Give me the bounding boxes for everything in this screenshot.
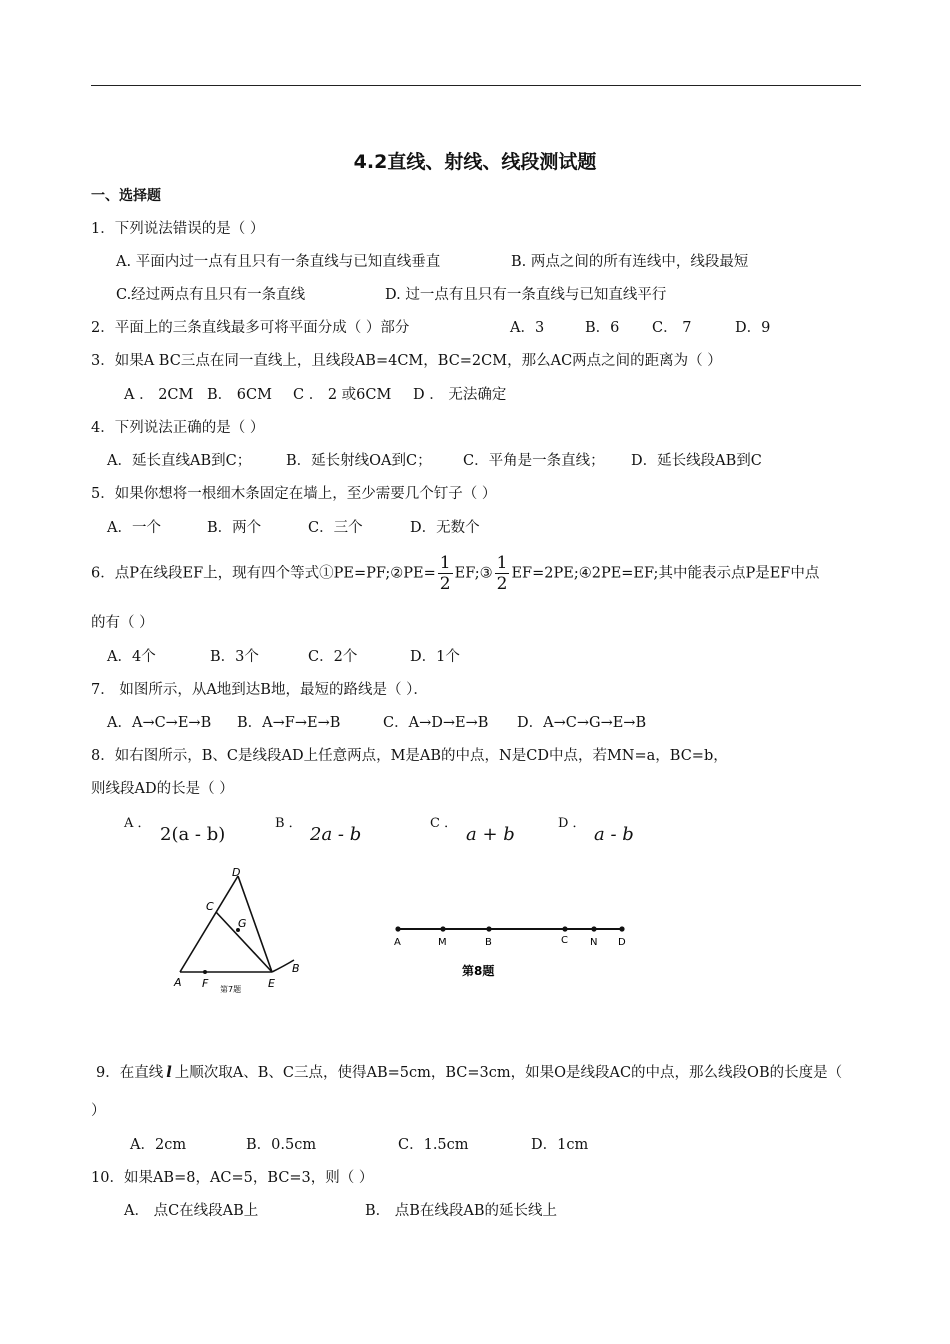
question-10-stem: 10．如果AB=8，AC=5，BC=3，则（ ） bbox=[91, 1170, 374, 1186]
question-9-text-2: 上顺次取A、B、C三点，使得AB=5cm，BC=3cm，如果O是线段AC的中点，那么线段OB的长度是（ bbox=[174, 1065, 843, 1081]
figure-question-8 bbox=[390, 915, 640, 985]
question-2-option-b: B．6 bbox=[585, 320, 620, 336]
question-9-option-a: A．2cm bbox=[130, 1137, 187, 1153]
section-heading: 一、选择题 bbox=[91, 188, 161, 204]
question-8-option-a-label: A ． bbox=[124, 816, 151, 831]
label-a: A bbox=[394, 937, 401, 948]
header-rule bbox=[91, 85, 861, 86]
question-6-option-b: B．3个 bbox=[210, 649, 259, 665]
question-2-stem: 2．平面上的三条直线最多可将平面分成（ ）部分 bbox=[91, 320, 410, 336]
fraction-denominator: 2 bbox=[496, 574, 508, 594]
point-b bbox=[486, 926, 491, 931]
label-n: N bbox=[590, 937, 598, 948]
fraction-numerator: 1 bbox=[496, 553, 508, 573]
figure-8-caption: 第8题 bbox=[462, 964, 495, 978]
question-4-option-c: C．平角是一条直线； bbox=[463, 453, 605, 469]
question-6-option-d: D．1个 bbox=[410, 649, 460, 665]
question-8-option-c-expression: a + b bbox=[466, 824, 515, 845]
question-1-option-b: B. 两点之间的所有连线中，线段最短 bbox=[511, 254, 749, 270]
question-7-option-c: C．A→D→E→B bbox=[383, 715, 489, 731]
question-4-option-a: A．延长直线AB到C； bbox=[107, 453, 252, 469]
question-9-continuation: ） bbox=[91, 1103, 106, 1119]
question-6-text-2: EF;③ bbox=[454, 565, 493, 582]
question-7-option-a: A．A→C→E→B bbox=[107, 715, 212, 731]
question-5-option-a: A．一个 bbox=[107, 520, 161, 536]
label-a: A bbox=[174, 976, 182, 989]
question-8-option-a-expression: 2(a - b) bbox=[160, 824, 226, 845]
question-5-option-b: B．两个 bbox=[207, 520, 262, 536]
question-8-stem: 8．如右图所示，B、C是线段AD上任意两点，M是AB的中点，N是CD中点，若MN=a，BC=b， bbox=[91, 748, 728, 764]
label-f: F bbox=[202, 977, 209, 990]
question-9-option-c: C．1.5cm bbox=[398, 1137, 469, 1153]
question-9-stem bbox=[96, 1063, 842, 1083]
question-8-option-b-expression: 2a - b bbox=[310, 824, 362, 845]
question-9-option-d: D．1cm bbox=[531, 1137, 589, 1153]
question-1-option-a: A. 平面内过一点有且只有一条直线与已知直线垂直 bbox=[116, 254, 441, 270]
question-3-stem: 3．如果A BC三点在同一直线上，且线段AB=4CM，BC=2CM，那么AC两点之间的距离为（ ） bbox=[91, 353, 722, 369]
fraction-denominator: 2 bbox=[439, 574, 451, 594]
question-6-stem bbox=[91, 553, 819, 594]
path-eb bbox=[272, 960, 294, 972]
question-5-option-c: C．三个 bbox=[308, 520, 363, 536]
question-6-option-a: A．4个 bbox=[107, 649, 156, 665]
question-5-option-d: D．无数个 bbox=[410, 520, 480, 536]
label-g: G bbox=[238, 917, 247, 930]
line-variable: l bbox=[166, 1064, 172, 1081]
question-6-text-3: EF=2PE;④2PE=EF;其中能表示点P是EF中点 bbox=[511, 565, 820, 582]
question-10-option-a: A． 点C在线段AB上 bbox=[124, 1203, 259, 1219]
label-e: E bbox=[268, 977, 275, 990]
question-1-option-d: D. 过一点有且只有一条直线与已知直线平行 bbox=[385, 287, 667, 303]
question-7-option-d: D．A→C→G→E→B bbox=[517, 715, 647, 731]
figure-question-7 bbox=[160, 860, 320, 1000]
question-10-option-b: B． 点B在线段AB的延长线上 bbox=[365, 1203, 558, 1219]
question-8-option-d-label: D ． bbox=[558, 816, 586, 831]
label-b: B bbox=[292, 962, 300, 975]
question-5-stem: 5．如果你想将一根细木条固定在墙上，至少需要几个钉子（ ） bbox=[91, 486, 497, 502]
question-4-option-b: B．延长射线OA到C； bbox=[286, 453, 432, 469]
point-n bbox=[591, 926, 596, 931]
page-title: 4.2直线、射线、线段测试题 bbox=[353, 151, 597, 173]
question-4-stem: 4．下列说法正确的是（ ） bbox=[91, 420, 265, 436]
question-6-continuation: 的有（ ） bbox=[91, 615, 154, 631]
question-6-text-1: 6．点P在线段EF上，现有四个等式①PE=PF;②PE= bbox=[91, 565, 436, 582]
label-c: C bbox=[561, 935, 568, 946]
question-8-option-b-label: B ． bbox=[275, 816, 302, 831]
question-1-stem: 1．下列说法错误的是（ ） bbox=[91, 221, 265, 237]
question-6-option-c: C．2个 bbox=[308, 649, 358, 665]
question-7-option-b: B．A→F→E→B bbox=[237, 715, 341, 731]
question-3-option-c: C ． 2 或6CM bbox=[293, 387, 392, 403]
question-2-option-a: A．3 bbox=[510, 320, 545, 336]
point-m bbox=[440, 926, 445, 931]
question-9-option-b: B．0.5cm bbox=[246, 1137, 317, 1153]
point-c bbox=[562, 926, 567, 931]
fraction-one-half bbox=[438, 553, 453, 594]
question-2-option-d: D．9 bbox=[735, 320, 771, 336]
label-m: M bbox=[438, 937, 447, 948]
fraction-numerator: 1 bbox=[439, 553, 451, 573]
label-b: B bbox=[485, 937, 492, 948]
segment-ad bbox=[180, 876, 238, 972]
label-c: C bbox=[206, 900, 214, 913]
question-8-continuation: 则线段AD的长是（ ） bbox=[91, 781, 234, 797]
label-d: D bbox=[232, 866, 241, 879]
question-8-option-d-expression: a - b bbox=[594, 824, 634, 845]
question-3-option-b: B． 6CM bbox=[207, 387, 272, 403]
question-2-option-c: C． 7 bbox=[652, 320, 692, 336]
label-d: D bbox=[618, 937, 626, 948]
question-3-option-a: A ． 2CM bbox=[124, 387, 194, 403]
point-f bbox=[203, 970, 207, 974]
point-a bbox=[395, 926, 400, 931]
question-7-stem: 7． 如图所示，从A地到达B地，最短的路线是（ ）． bbox=[91, 682, 428, 698]
question-8-option-c-label: C ． bbox=[430, 816, 458, 831]
figure-7-caption: 第7题 bbox=[220, 985, 242, 994]
point-d bbox=[619, 926, 624, 931]
fraction-one-half bbox=[495, 553, 510, 594]
question-3-option-d: D ． 无法确定 bbox=[413, 387, 507, 403]
question-1-option-c: C.经过两点有且只有一条直线 bbox=[116, 287, 306, 303]
question-9-text-1: 9．在直线 bbox=[96, 1065, 164, 1081]
question-4-option-d: D．延长线段AB到C bbox=[631, 453, 762, 469]
